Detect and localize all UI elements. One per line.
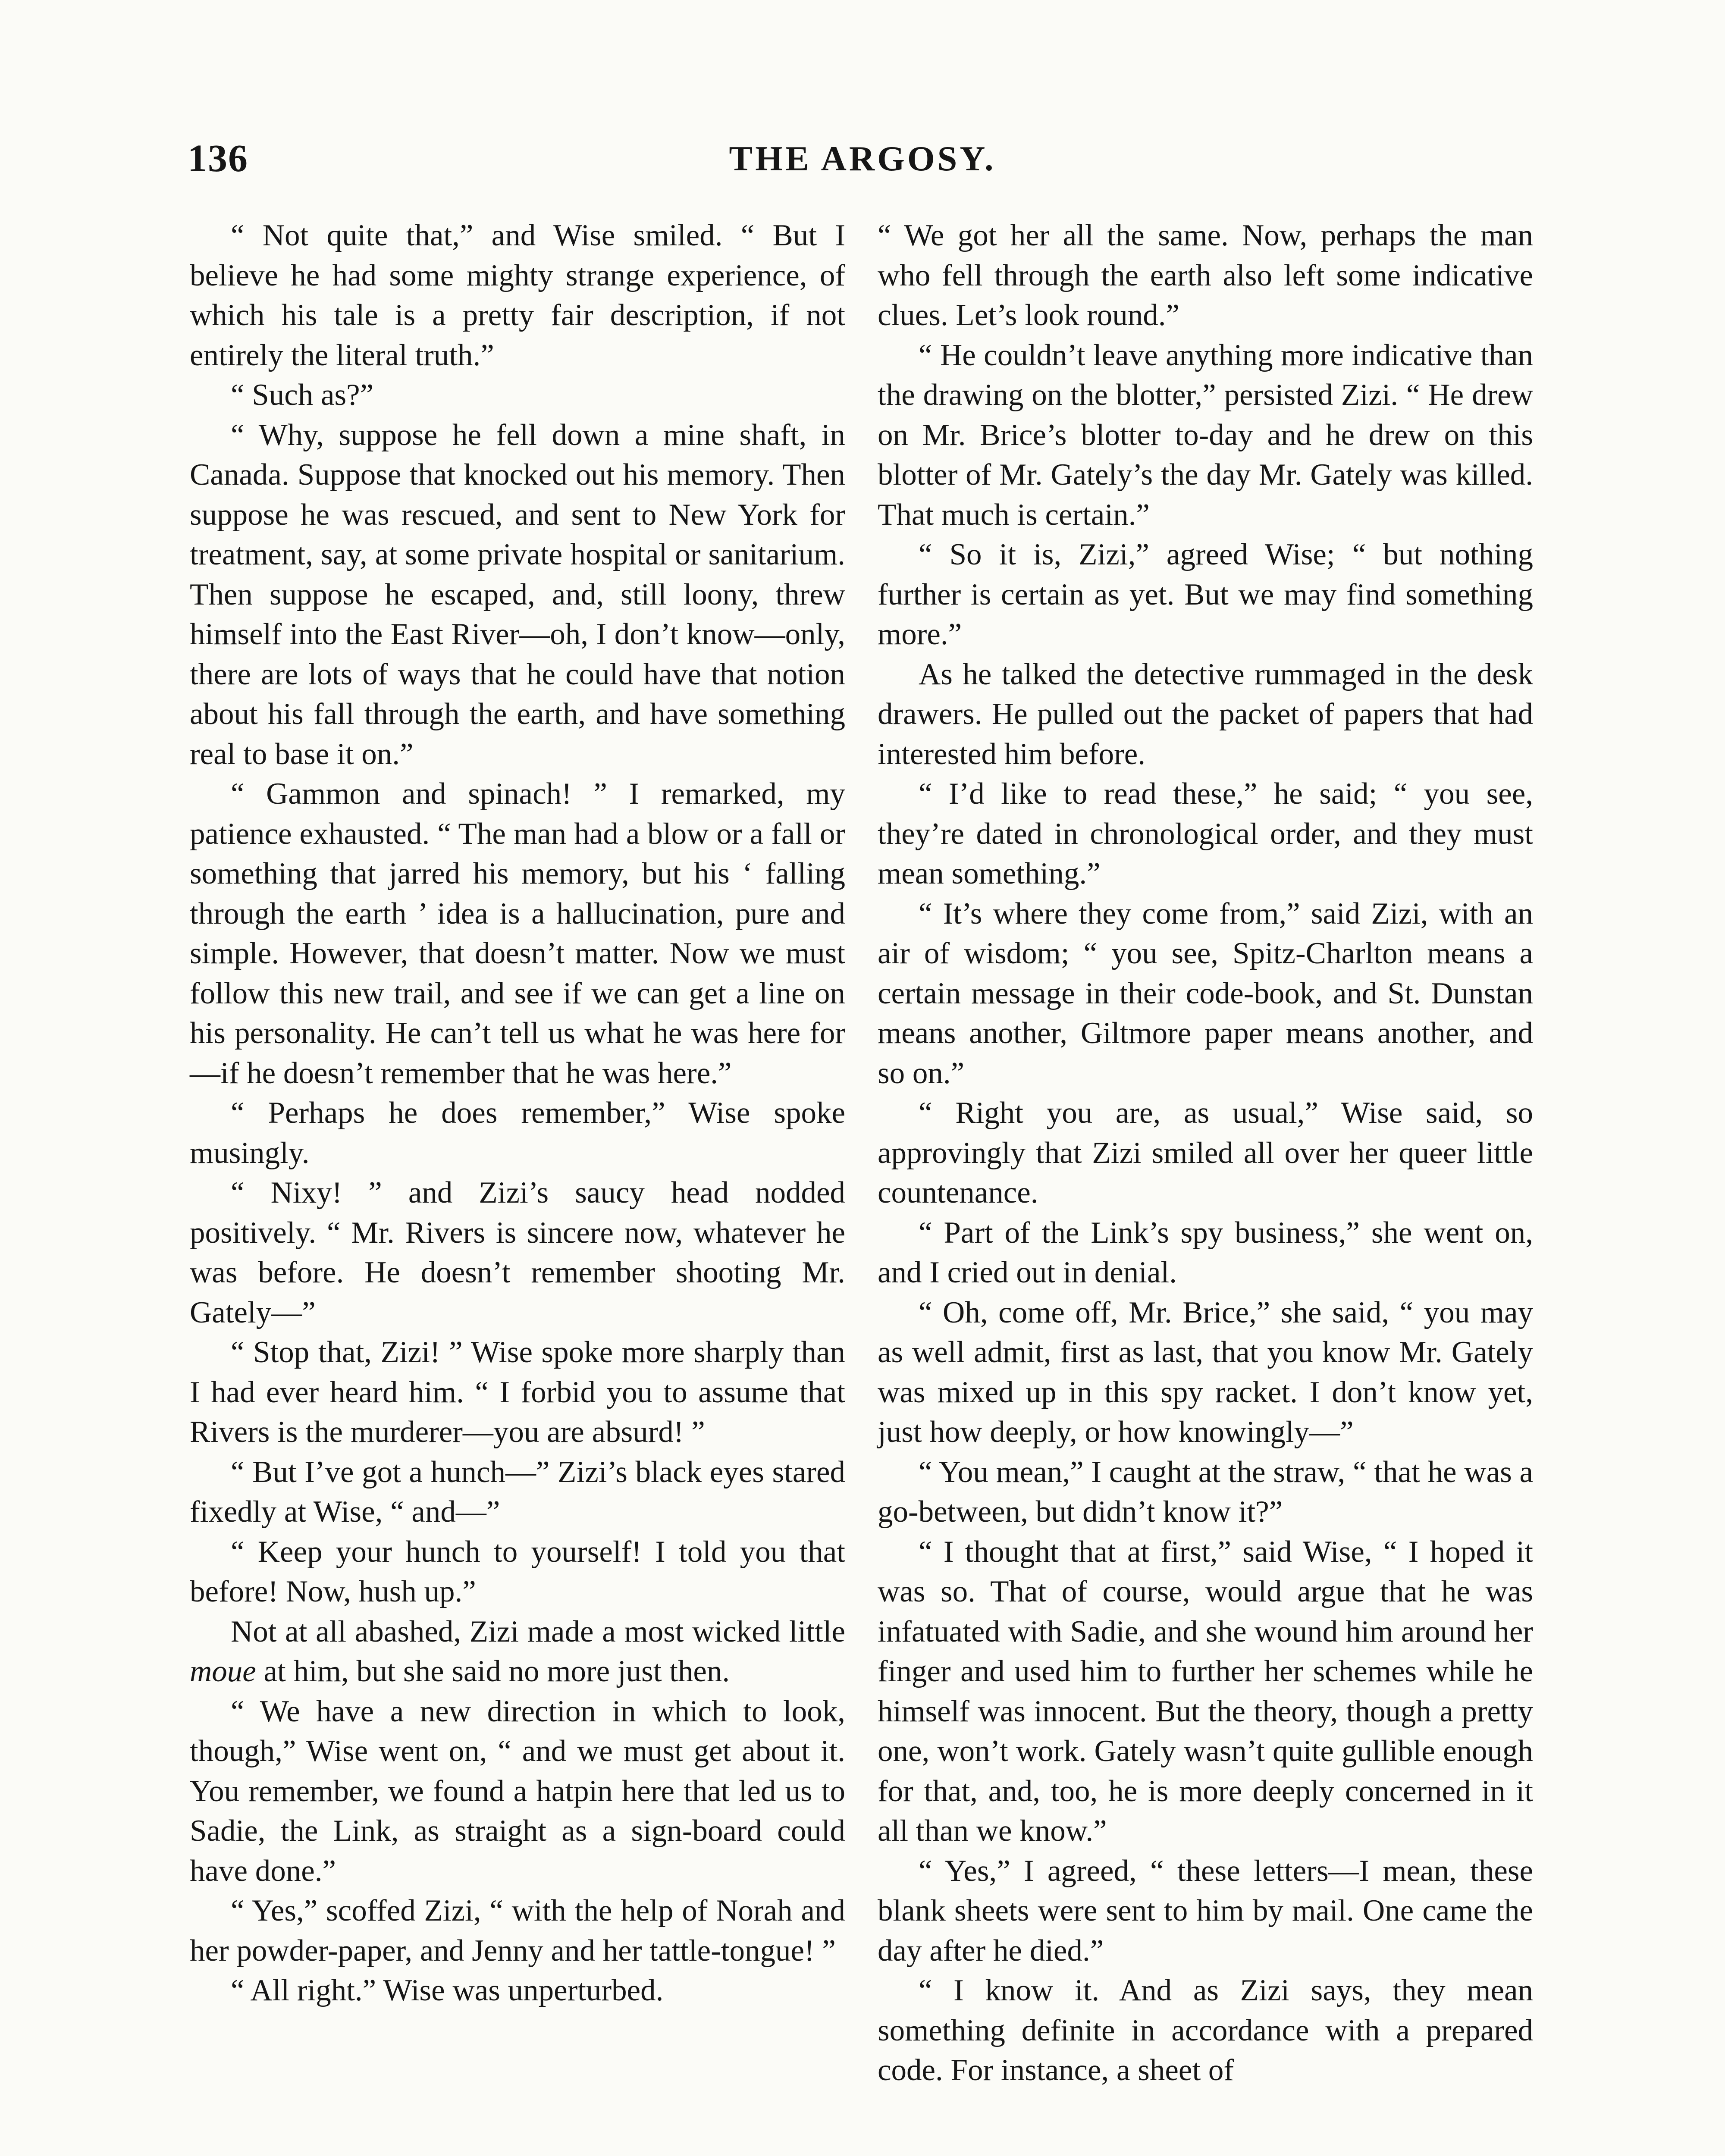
paragraph: “ Keep your hunch to yourself! I told you that before! Now, hush up.” <box>190 1535 845 1608</box>
paragraph: “ It’s where they come from,” said Zizi, with an air of wisdom; “ you see, Spitz-Charlton means a certain message in their code-book, and St. Dunstan means another, Giltmore paper means another, and so on.” <box>878 896 1533 1090</box>
paragraph: “ Yes,” I agreed, “ these letters—I mean, these blank sheets were sent to him by mail. One came the day after he died.” <box>878 1854 1533 1968</box>
running-head-title: THE ARGOSY. <box>729 139 996 178</box>
left-column <box>190 216 845 2011</box>
paragraph: “ He couldn’t leave anything more indicative than the drawing on the blotter,” persisted Zizi. “ He drew on Mr. Brice’s blotter to-day and he drew on this blotter of Mr. Gately’s the day Mr. Gately was killed. That much is certain.” <box>878 338 1533 532</box>
paragraph: “ I thought that at first,” said Wise, “ I hoped it was so. That of course, would argue that he was infatuated with Sadie, and she wound him around her finger and used him to further her schemes while he himself was innocent. But the theory, though a pretty one, won’t work. Gately wasn’t quite gullible enough for that, and, too, he is more deeply concerned in it all than we know.” <box>878 1535 1533 1848</box>
right-column <box>878 216 1533 2090</box>
paragraph: “ Stop that, Zizi! ” Wise spoke more sharply than I had ever heard him. “ I forbid you to assume that Rivers is the murderer—you are absurd! ” <box>190 1335 845 1449</box>
paragraph: “ Why, suppose he fell down a mine shaft, in Canada. Suppose that knocked out his memory. Then suppose he was rescued, and sent to New York for treatment, say, at some private hospital or sanitarium. Then suppose he escaped, and, still loony, threw himself into the East River—oh, I don’t know—only, there are lots of ways that he could have that notion about his fall through the earth, and have something real to base it on.” <box>190 418 845 771</box>
paragraph: “ You mean,” I caught at the straw, “ that he was a go-between, but didn’t know it?” <box>878 1455 1533 1529</box>
paragraph: “ We have a new direction in which to look, though,” Wise went on, “ and we must get about it. You remember, we found a hatpin here that led us to Sadie, the Link, as straight as a sign-board could have done.” <box>190 1694 845 1888</box>
paragraph-text-end: at him, but she said no more just then. <box>256 1655 730 1688</box>
paragraph: “ All right.” Wise was unperturbed. <box>231 1974 664 2007</box>
paragraph: “ Part of the Link’s spy business,” she went on, and I cried out in denial. <box>878 1216 1533 1289</box>
page-number: 136 <box>188 137 248 180</box>
italic-word: moue <box>190 1655 256 1688</box>
paragraph: “ Perhaps he does remember,” Wise spoke musingly. <box>190 1096 845 1170</box>
paragraph: “ So it is, Zizi,” agreed Wise; “ but nothing further is certain as yet. But we may find something more.” <box>878 538 1533 651</box>
paragraph: “ Right you are, as usual,” Wise said, so approvingly that Zizi smiled all over her queer little countenance. <box>878 1096 1533 1210</box>
paragraph-continued: “ We got her all the same. Now, perhaps the man who fell through the earth also left some indicative clues. Let’s look round.” <box>878 219 1533 332</box>
paragraph-with-italic <box>190 1612 845 1692</box>
paragraph: “ I know it. And as Zizi says, they mean something definite in accordance with a prepared code. For instance, a sheet of <box>878 1974 1533 2087</box>
paragraph: As he talked the detective rummaged in the desk drawers. He pulled out the packet of papers that had interested him before. <box>878 657 1533 771</box>
paragraph: “ Nixy! ” and Zizi’s saucy head nodded positively. “ Mr. Rivers is sincere now, whatever he was before. He doesn’t remember shooting Mr. Gately—” <box>190 1176 845 1329</box>
paragraph: “ Yes,” scoffed Zizi, “ with the help of Norah and her powder-paper, and Jenny and her tattle-tongue! ” <box>190 1894 845 1968</box>
paragraph: “ Such as?” <box>231 378 374 412</box>
paragraph: “ Not quite that,” and Wise smiled. “ But I believe he had some mighty strange experience, of which his tale is a pretty fair description, if not entirely the literal truth.” <box>190 219 845 372</box>
paragraph: “ I’d like to read these,” he said; “ you see, they’re dated in chronological order, and they must mean something.” <box>878 777 1533 890</box>
paragraph: “ But I’ve got a hunch—” Zizi’s black eyes stared fixedly at Wise, “ and—” <box>190 1455 845 1529</box>
paragraph: “ Gammon and spinach! ” I remarked, my patience exhausted. “ The man had a blow or a fall or something that jarred his memory, but his ‘ falling through the earth ’ idea is a hallucination, pure and simple. However, that doesn’t matter. Now we must follow this new trail, and see if we can get a line on his personality. He can’t tell us what he was here for—if he doesn’t remember that he was here.” <box>190 777 845 1090</box>
paragraph-text-start: Not at all abashed, Zizi made a most wicked little <box>231 1614 845 1648</box>
paragraph: “ Oh, come off, Mr. Brice,” she said, “ you may as well admit, first as last, that you know Mr. Gately was mixed up in this spy racket. I don’t know yet, just how deeply, or how knowingly—” <box>878 1295 1533 1449</box>
